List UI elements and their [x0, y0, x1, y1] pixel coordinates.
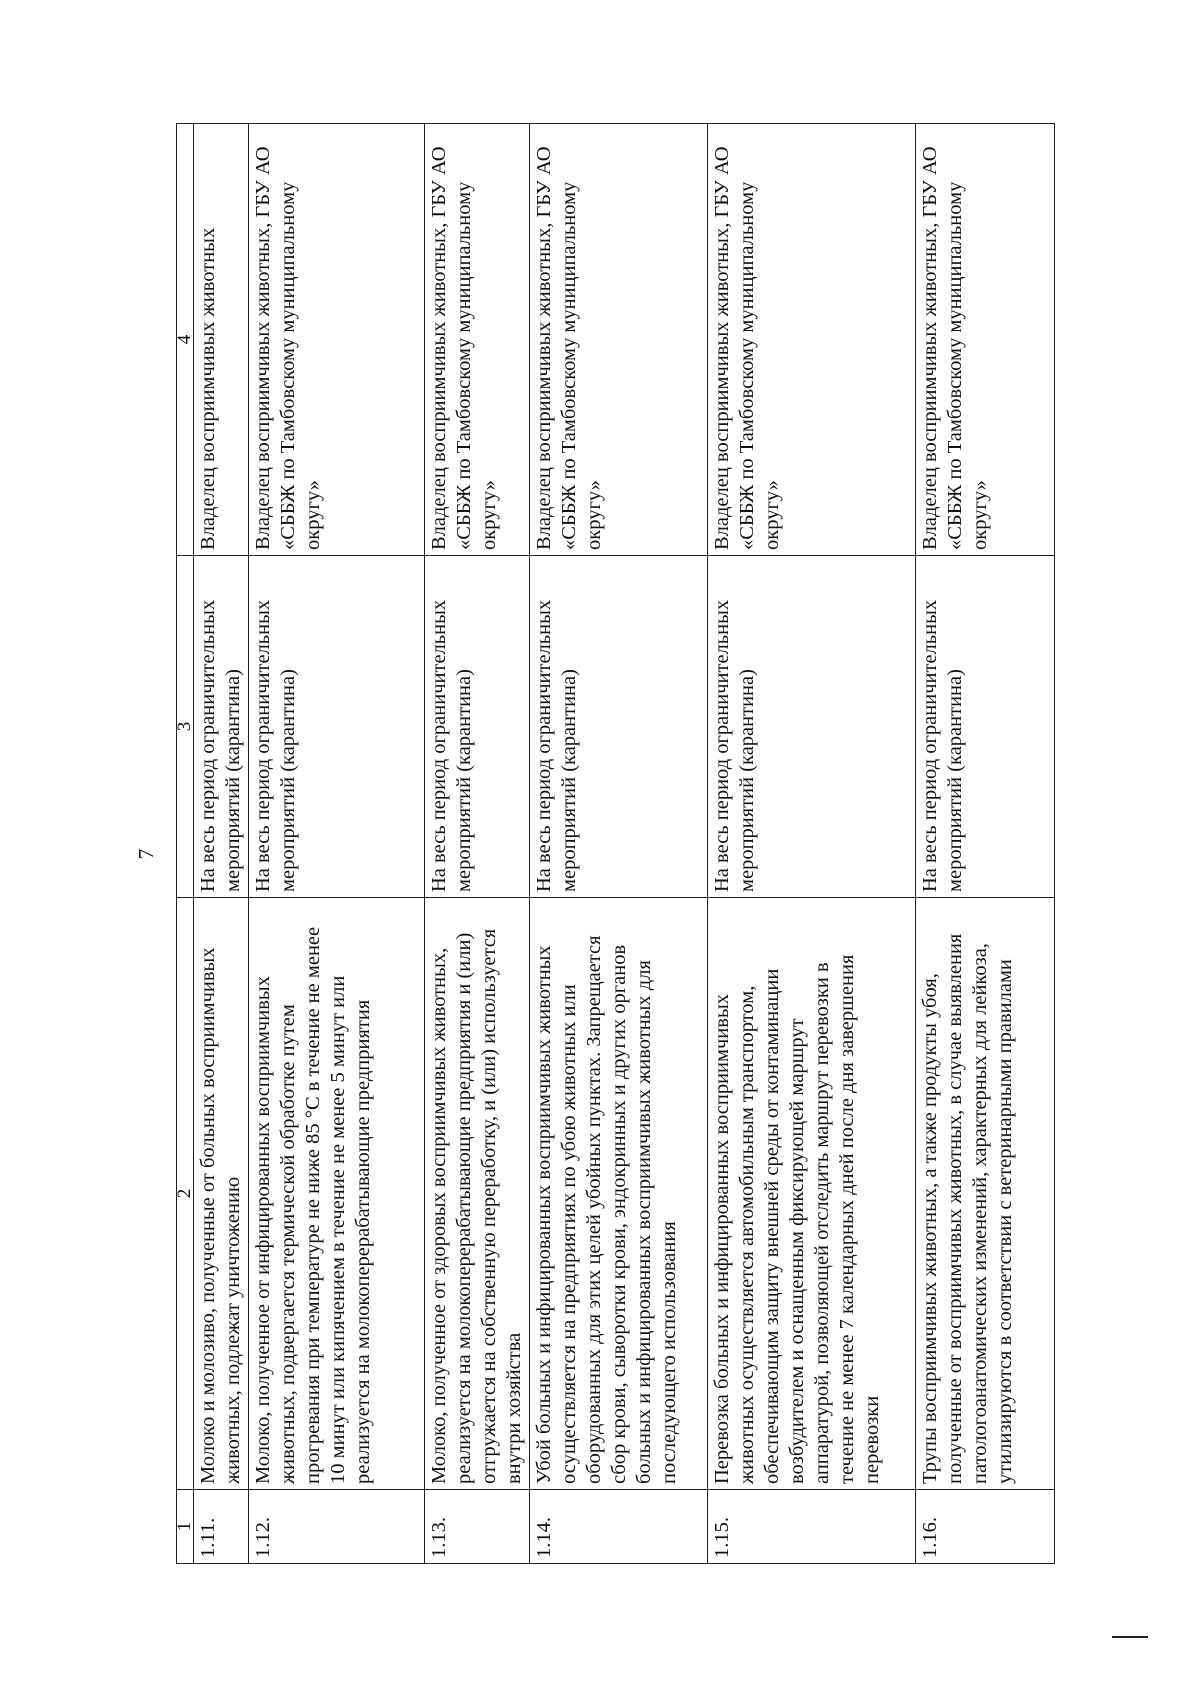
- table-container: [176, 124, 1048, 1564]
- header-col-3: 3: [177, 556, 194, 898]
- row-number: 1.16.: [916, 1490, 1055, 1564]
- row-responsible: Владелец восприимчивых животных, ГБУ АО «СББЖ по Тамбовскому муниципальному округу»: [708, 124, 916, 556]
- table-row: [425, 124, 530, 1564]
- row-object: Убой больных и инфицированных восприимчивых животных осуществляется на предприятиях по убою животных или оборудованных для этих целей убойных пунктах. Запрещается сбор крови, сыворотки крови, эндокринных и других органов больных и инфицированных восприимчивых животных для последующего использования: [530, 898, 708, 1490]
- row-responsible: Владелец восприимчивых животных, ГБУ АО «СББЖ по Тамбовскому муниципальному округу»: [249, 124, 425, 556]
- table-row: [530, 124, 708, 1564]
- table-row: [708, 124, 916, 1564]
- row-term: На весь период ограничительных мероприятий (карантина): [916, 556, 1055, 898]
- row-number: 1.15.: [708, 1490, 916, 1564]
- row-object: Молоко, полученное от инфицированных восприимчивых животных, подвергается термической обработке путем прогревания при температуре не ниже 85 °С в течение не менее 10 минут или кипячением в течение не менее 5 минут или реализуется на молокоперерабатывающие предприятия: [249, 898, 425, 1490]
- measures-table: [176, 123, 1055, 1564]
- page-number: 7: [134, 848, 158, 860]
- row-object: Перевозка больных и инфицированных восприимчивых животных осуществляется автомобильным транспортом, обеспечивающим защиту внешней среды от контаминации возбудителем и оснащенным фиксирующей маршрут аппаратурой, позволяющей отследить маршрут перевозки в течение не менее 7 календарных дней после дня завершения перевозки: [708, 898, 916, 1490]
- table-row: [249, 124, 425, 1564]
- header-col-4: 4: [177, 124, 194, 556]
- row-number: 1.14.: [530, 1490, 708, 1564]
- table-row: [916, 124, 1055, 1564]
- row-number: 1.11.: [194, 1490, 249, 1564]
- row-object: Молоко, полученное от здоровых восприимчивых животных, реализуется на молокоперерабатывающие предприятия и (или) отгружается на собственную переработку, и (или) используется внутри хозяйства: [425, 898, 530, 1490]
- row-responsible: Владелец восприимчивых животных, ГБУ АО «СББЖ по Тамбовскому муниципальному округу»: [425, 124, 530, 556]
- table-row: [194, 124, 249, 1564]
- footer-divider: [1112, 1636, 1148, 1638]
- row-responsible: Владелец восприимчивых животных, ГБУ АО «СББЖ по Тамбовскому муниципальному округу»: [916, 124, 1055, 556]
- row-term: На весь период ограничительных мероприятий (карантина): [249, 556, 425, 898]
- row-number: 1.12.: [249, 1490, 425, 1564]
- row-responsible: Владелец восприимчивых животных, ГБУ АО «СББЖ по Тамбовскому муниципальному округу»: [530, 124, 708, 556]
- row-term: На весь период ограничительных мероприятий (карантина): [708, 556, 916, 898]
- row-term: На весь период ограничительных мероприятий (карантина): [530, 556, 708, 898]
- row-responsible: Владелец восприимчивых животных: [194, 124, 249, 556]
- row-object: Молоко и молозиво, полученные от больных восприимчивых животных, подлежат уничтожению: [194, 898, 249, 1490]
- row-object: Трупы восприимчивых животных, а также продукты убоя, полученные от восприимчивых животных, в случае выявления патологоанатомических изменений, характерных для лейкоза, утилизируются в соответствии с ветеринарными правилами: [916, 898, 1055, 1490]
- header-col-2: 2: [177, 898, 194, 1490]
- header-row: [177, 124, 194, 1564]
- row-number: 1.13.: [425, 1490, 530, 1564]
- header-col-1: 1: [177, 1490, 194, 1564]
- row-term: На весь период ограничительных мероприятий (карантина): [425, 556, 530, 898]
- row-term: На весь период ограничительных мероприятий (карантина): [194, 556, 249, 898]
